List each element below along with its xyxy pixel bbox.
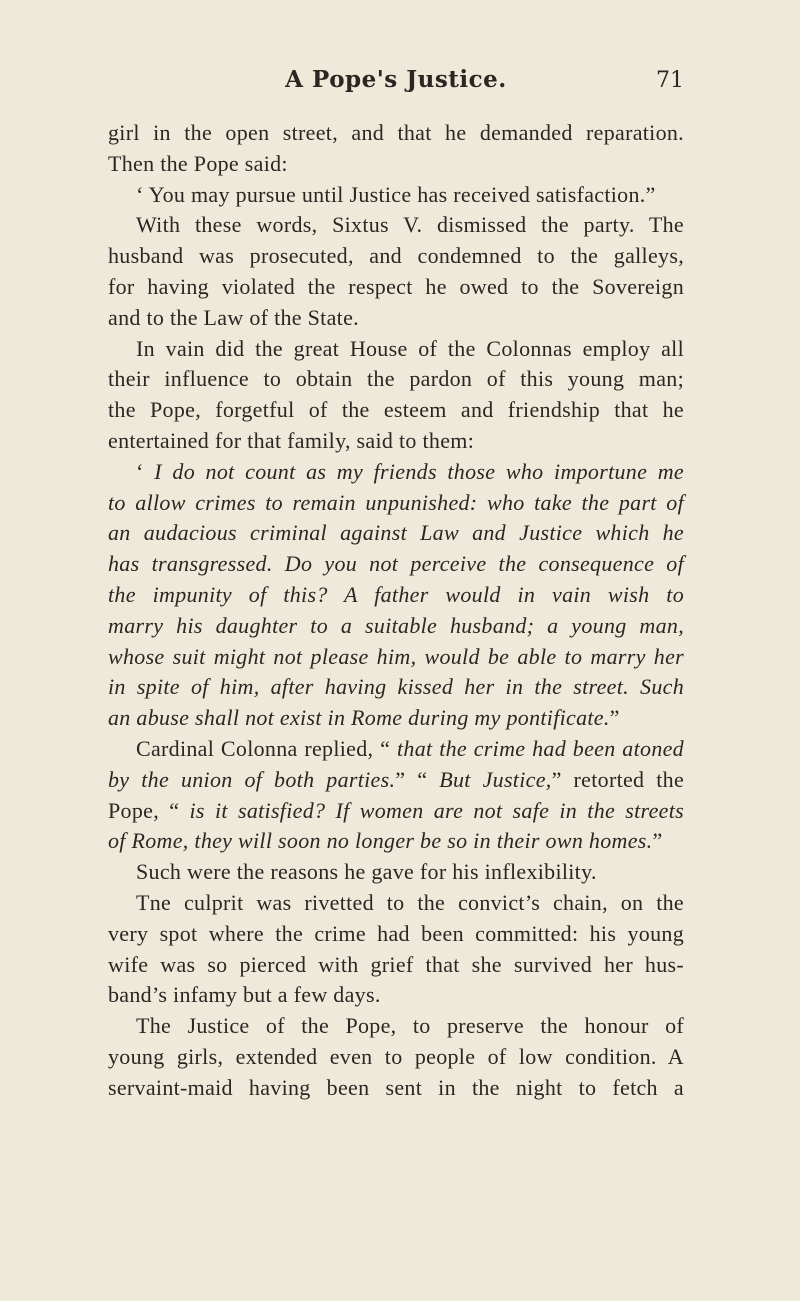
text-line: and to the Law of the State. <box>108 304 359 330</box>
italic-text: in spite of him, after having kissed her in the street. Such <box>108 674 684 700</box>
italic-text: by the union of both parties. <box>108 766 396 792</box>
text-line: their influence to obtain the pardon of this young man; <box>108 366 684 392</box>
text-line <box>108 672 684 703</box>
page-header <box>108 66 684 106</box>
italic-text: marry his daughter to a suitable husband; a young man, <box>108 612 684 638</box>
text-line: young girls, extended even to people of low condition. A <box>108 1043 684 1069</box>
text-segment: Cardinal Colonna replied, “ <box>136 735 397 761</box>
text-line <box>108 734 684 765</box>
text-line <box>108 796 684 827</box>
page-number: 71 <box>656 68 684 93</box>
italic-text: whose suit might not please him, would be able to marry her <box>108 643 684 669</box>
italic-text: the impunity of this? A father would in vain wish to <box>108 581 684 607</box>
text-line: Such were the reasons he gave for his inflexibility. <box>136 859 597 885</box>
text-segment: ” “ <box>395 766 440 792</box>
text-line: With these words, Sixtus V. dismissed the party. The <box>136 212 684 238</box>
italic-text: But Justice, <box>439 766 552 792</box>
text-line <box>108 580 684 611</box>
text-line <box>108 765 684 796</box>
body-text <box>108 118 684 1104</box>
text-line: very spot where the crime had been committed: his young <box>108 920 684 946</box>
text-line: In vain did the great House of the Colonnas employ all <box>136 335 684 361</box>
italic-text: is it satisfied? If women are not safe in the streets <box>189 797 684 823</box>
italic-text: to allow crimes to remain unpunished: who take the part of <box>108 489 684 515</box>
text-line <box>108 611 684 642</box>
text-segment: ” retorted the <box>551 766 685 792</box>
text-line: husband was prosecuted, and condemned to the galleys, <box>108 243 684 269</box>
text-line <box>108 549 684 580</box>
text-segment: ” <box>652 828 663 854</box>
text-segment: Pope, “ <box>108 797 190 823</box>
text-line: servaint-maid having been sent in the night to fetch a <box>108 1074 684 1100</box>
text-line: The Justice of the Pope, to preserve the honour of <box>136 1013 684 1039</box>
text-line: wife was so pierced with grief that she survived her hus- <box>108 951 684 977</box>
text-line: girl in the open street, and that he demanded reparation. <box>108 120 684 145</box>
italic-text: that the crime had been atoned <box>396 735 684 761</box>
italic-text: I do not count as my friends those who importune me <box>154 458 684 484</box>
italic-text: of Rome, they will soon no longer be so in their own homes. <box>108 828 653 854</box>
text-line: Then the Pope said: <box>108 150 288 176</box>
text-line: the Pope, forgetful of the esteem and friendship that he <box>108 397 684 423</box>
text-line <box>108 826 684 857</box>
italic-text: an audacious criminal against Law and Justice which he <box>108 520 684 546</box>
text-line <box>108 518 684 549</box>
running-title: A Pope's Justice. <box>285 66 507 93</box>
text-line: for having violated the respect he owed to the Sovereign <box>108 273 684 299</box>
text-line: ‘ You may pursue until Justice has received satisfaction.” <box>136 181 656 207</box>
text-segment: ” <box>609 705 620 731</box>
text-line: Tne culprit was rivetted to the convict’s chain, on the <box>136 889 684 915</box>
italic-text: has transgressed. Do you not perceive the consequence of <box>108 551 684 577</box>
text-line <box>108 642 684 673</box>
text-line <box>108 703 684 734</box>
text-line: entertained for that family, said to them: <box>108 427 475 453</box>
text-line <box>108 488 684 519</box>
text-segment: ‘ <box>136 458 155 484</box>
text-line: band’s infamy but a few days. <box>108 982 381 1008</box>
text-line <box>108 457 684 488</box>
italic-text: an abuse shall not exist in Rome during my pontificate. <box>108 705 610 731</box>
